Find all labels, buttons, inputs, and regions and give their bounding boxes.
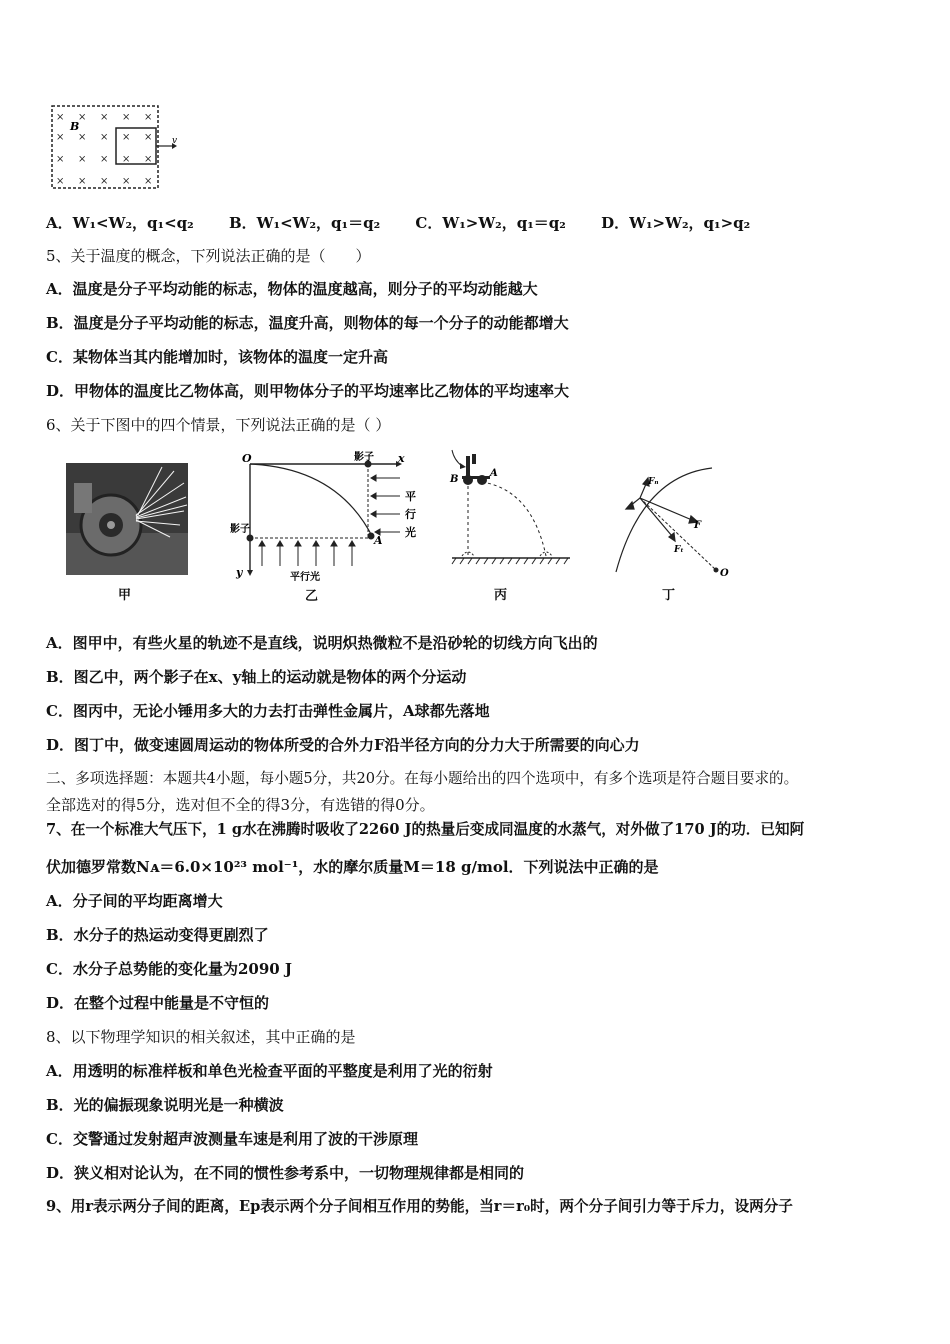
- q4-option-c: C．W₁>W₂，q₁＝q₂: [415, 214, 566, 232]
- q5-option-d: D．甲物体的温度比乙物体高，则甲物体分子的平均速率比乙物体的平均速率大: [46, 382, 570, 400]
- q6-option-c: C．图丙中，无论小锤用多大的力去打击弹性金属片，A球都先落地: [46, 702, 490, 720]
- q7-stem-line1: 7、在一个标准大气压下，1 g水在沸腾时吸收了2260 J的热量后变成同温度的水蒸气，对外做了170 J的功．已知阿: [46, 821, 805, 838]
- q7-option-b: B．水分子的热运动变得更剧烈了: [46, 926, 269, 944]
- x-axis-label: x: [398, 452, 405, 465]
- q7-option-c: C．水分子总势能的变化量为2090 J: [46, 960, 293, 978]
- q9-stem: 9、用r表示两分子间的距离，Ep表示两个分子间相互作用的势能，当r＝r₀时，两个分子间引力等于斥力，设两分子: [46, 1198, 793, 1215]
- svg-text:×: ×: [100, 154, 109, 165]
- q4-options: [46, 213, 780, 233]
- shadow-label-top: 影子: [354, 452, 374, 463]
- force-fn-label: Fₙ: [648, 477, 659, 487]
- q8-option-b: B．光的偏振现象说明光是一种横波: [46, 1096, 284, 1114]
- velocity-label: v: [172, 136, 178, 146]
- parallel-light-v-3: 光: [405, 526, 416, 539]
- falling-balls-figure: [446, 446, 576, 578]
- q6-option-a: A．图甲中，有些火星的轨迹不是直线，说明炽热微粒不是沿砂轮的切线方向飞出的: [46, 634, 598, 652]
- caption-ding: 丁: [662, 588, 676, 603]
- svg-text:×: ×: [56, 132, 65, 143]
- svg-text:×: ×: [144, 112, 153, 123]
- svg-text:×: ×: [78, 154, 87, 165]
- q8-option-d: D．狭义相对论认为，在不同的惯性参考系中，一切物理规律都是相同的: [46, 1164, 525, 1182]
- section2-heading-line1: 二、多项选择题：本题共4小题，每小题5分，共20分。在每小题给出的四个选项中，有多个选项是符合题目要求的。: [46, 770, 799, 787]
- origin-label: O: [242, 452, 252, 465]
- parallel-light-v-2: 行: [405, 508, 416, 521]
- svg-text:×: ×: [100, 112, 109, 123]
- projectile-shadow-figure: [228, 448, 428, 583]
- field-label-b: B: [70, 120, 80, 133]
- svg-text:×: ×: [56, 154, 65, 165]
- y-axis-label: y: [236, 566, 243, 579]
- svg-text:×: ×: [78, 132, 87, 143]
- parallel-light-h: 平行光: [290, 572, 320, 583]
- q5-option-a: A．温度是分子平均动能的标志，物体的温度越高，则分子的平均动能越大: [46, 280, 538, 298]
- q4-option-d: D．W₁>W₂，q₁>q₂: [601, 214, 751, 232]
- svg-text:×: ×: [122, 112, 131, 123]
- q6-stem: 6、关于下图中的四个情景，下列说法正确的是（ ）: [46, 416, 391, 434]
- q4-option-a: A．W₁<W₂，q₁<q₂: [46, 214, 194, 232]
- q5-option-b: B．温度是分子平均动能的标志，温度升高，则物体的每一个分子的动能都增大: [46, 314, 569, 332]
- parallel-light-v-1: 平: [405, 490, 416, 503]
- q7-option-a: A．分子间的平均距离增大: [46, 892, 223, 910]
- svg-text:×: ×: [56, 112, 65, 123]
- svg-text:×: ×: [78, 176, 87, 187]
- caption-jia: 甲: [118, 588, 132, 603]
- q7-stem-line2: 伏加德罗常数Nᴀ＝6.0×10²³ mol⁻¹，水的摩尔质量M＝18 g/mol．下列说法中正确的是: [46, 858, 659, 876]
- q6-option-b: B．图乙中，两个影子在x、y轴上的运动就是物体的两个分运动: [46, 668, 467, 686]
- svg-text:×: ×: [100, 176, 109, 187]
- force-ft-label: Fₜ: [674, 545, 684, 555]
- svg-text:×: ×: [144, 154, 153, 165]
- circular-motion-figure: [612, 462, 732, 582]
- q8-option-c: C．交警通过发射超声波测量车速是利用了波的干涉原理: [46, 1130, 418, 1148]
- center-o-label: O: [720, 568, 729, 579]
- force-f-label: F: [694, 520, 702, 531]
- ball-b-label: B: [450, 474, 459, 485]
- shadow-label-left: 影子: [230, 524, 250, 535]
- q5-stem: 5、关于温度的概念，下列说法正确的是（ ）: [46, 247, 371, 265]
- q4-option-b: B．W₁<W₂，q₁＝q₂: [228, 214, 381, 232]
- svg-text:×: ×: [56, 176, 65, 187]
- q8-stem: 8、以下物理学知识的相关叙述，其中正确的是: [46, 1028, 356, 1046]
- point-a-label: A: [374, 534, 383, 547]
- grinding-wheel-photo: [66, 463, 188, 575]
- svg-text:×: ×: [122, 176, 131, 187]
- caption-bing: 丙: [494, 588, 508, 603]
- q6-option-d: D．图丁中，做变速圆周运动的物体所受的合外力F沿半径方向的分力大于所需要的向心力: [46, 736, 640, 754]
- svg-text:×: ×: [122, 154, 131, 165]
- svg-text:×: ×: [100, 132, 109, 143]
- q7-option-d: D．在整个过程中能量是不守恒的: [46, 994, 270, 1012]
- svg-text:×: ×: [144, 176, 153, 187]
- ball-a-label: A: [490, 468, 498, 479]
- q8-option-a: A．用透明的标准样板和单色光检查平面的平整度是利用了光的衍射: [46, 1062, 493, 1080]
- svg-text:×: ×: [144, 132, 153, 143]
- q5-option-c: C．某物体当其内能增加时，该物体的温度一定升高: [46, 348, 388, 366]
- svg-text:×: ×: [78, 112, 87, 123]
- caption-yi: 乙: [305, 589, 319, 604]
- section2-heading-line2: 全部选对的得5分，选对但不全的得3分，有选错的得0分。: [46, 796, 435, 814]
- svg-text:×: ×: [122, 132, 131, 143]
- magnetic-field-figure: [46, 100, 186, 195]
